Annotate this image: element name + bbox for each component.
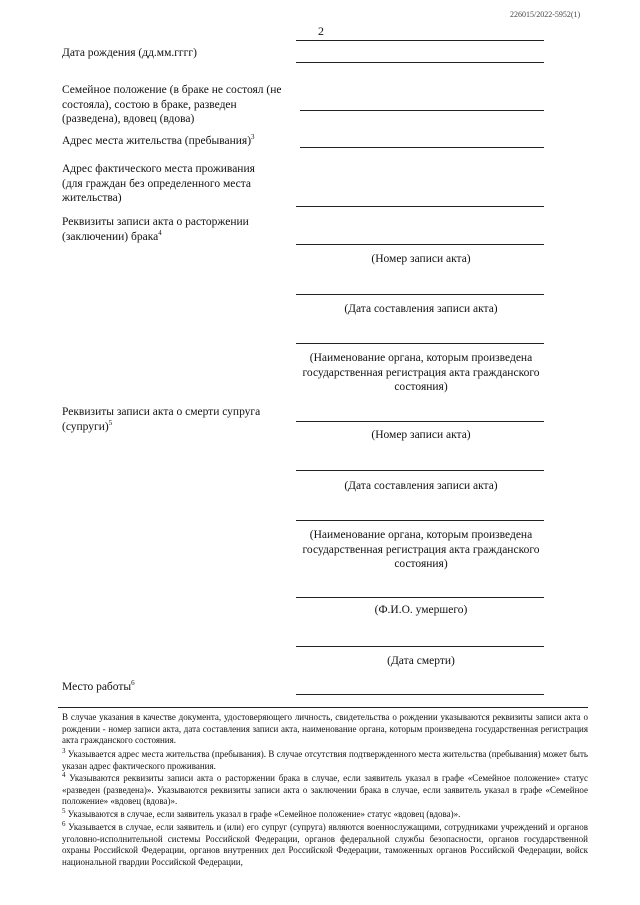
- footnote-mark-5: 5: [108, 418, 113, 427]
- header-rule: [296, 40, 544, 41]
- footnote-mark-6: 6: [131, 679, 135, 688]
- workplace-label: Место работы$^6$: [62, 679, 135, 693]
- deceased-name-caption: (Ф.И.О. умершего): [374, 604, 468, 616]
- divorce-record-date-line[interactable]: [296, 294, 544, 295]
- marital-status-label: Семейное положение (в браке не состоял (не состояла), состою в браке, разведен (разведена), вдовец (вдова): [62, 84, 282, 125]
- death-record-label: Реквизиты записи акта о смерти супруга (супруги)$^5$: [62, 406, 261, 433]
- death-registry-body-line[interactable]: [296, 520, 544, 521]
- death-date-line[interactable]: [296, 646, 544, 647]
- divorce-record-label: Реквизиты записи акта о расторжении (заключении) брака$^4$: [62, 216, 249, 243]
- footnote-3: $^3$ Указывается адрес места жительства (пребывания). В случае отсутствия подтвержденного места жительства (пребывания) может быть указан адрес фактического проживания.: [62, 747, 588, 771]
- document-number: 226015/2022-5952(1): [510, 10, 581, 19]
- divorce-registry-body-line[interactable]: [296, 343, 544, 344]
- residence-address-label: Адрес места жительства (пребывания)$^3$: [62, 133, 255, 147]
- page-number: 2: [318, 24, 324, 38]
- divorce-record-number-line[interactable]: [296, 244, 544, 245]
- actual-address-label: Адрес фактического места проживания (для граждан без определенного места жительства): [62, 163, 255, 204]
- death-registry-body-caption: (Наименование органа, которым произведена государственная регистрация акта гражданского состояния): [302, 529, 540, 570]
- residence-address-input-line[interactable]: [300, 147, 544, 148]
- footnote-mark-4: 4: [158, 228, 162, 237]
- divorce-registry-body-caption: (Наименование органа, которым произведена государственная регистрация акта гражданского состояния): [302, 352, 540, 393]
- footnote-separator: [58, 707, 588, 708]
- divorce-record-number-caption: (Номер записи акта): [371, 253, 471, 265]
- deceased-name-line[interactable]: [296, 597, 544, 598]
- death-record-number-caption: (Номер записи акта): [371, 429, 471, 441]
- birth-date-label: Дата рождения (дд.мм.гггг): [62, 47, 197, 59]
- divorce-record-date-caption: (Дата составления записи акта): [344, 303, 498, 315]
- death-record-number-line[interactable]: [296, 421, 544, 422]
- footnote-4: $^4$ Указываются реквизиты записи акта о расторжении брака в случае, если заявитель указал в графе «Семейное положение» статус «разведен (разведена)». Указываются реквизиты записи акта о заключении брака в случае, если заявитель указал в графе «Семейное положение» «вдовец (вдова)».: [62, 771, 588, 807]
- death-record-date-caption: (Дата составления записи акта): [344, 480, 498, 492]
- footnote-5: $^5$ Указываются в случае, если заявитель указал в графе «Семейное положение» статус «вдовец (вдова)».: [62, 807, 461, 819]
- marital-status-input-line[interactable]: [300, 110, 544, 111]
- footnote-mark-3: 3: [251, 133, 255, 142]
- birth-date-input-line[interactable]: [296, 62, 544, 63]
- workplace-input-line[interactable]: [296, 694, 544, 695]
- death-record-date-line[interactable]: [296, 470, 544, 471]
- actual-address-input-line[interactable]: [296, 206, 544, 207]
- footnote-6: $^6$ Указывается в случае, если заявитель и (или) его супруг (супруга) являются военнослужащими, сотрудниками учреждений и органов уголовно-исполнительной системы Российской Федерации, органов федеральной службы безопасности, органов государственной охраны Российской Федерации, органов внутренних дел Российской Федерации, таможенных органов Российской Федерации, войск национальной гвардии Российской Федерации,: [62, 820, 589, 867]
- footnote-intro: В случае указания в качестве документа, удостоверяющего личность, свидетельства о рождении указываются реквизиты записи акта о рождении - номер записи акта, дата составления записи акта, наименование органа, которым произведена государственная регистрация акта гражданского состояния.: [62, 712, 588, 746]
- death-date-caption: (Дата смерти): [387, 655, 455, 667]
